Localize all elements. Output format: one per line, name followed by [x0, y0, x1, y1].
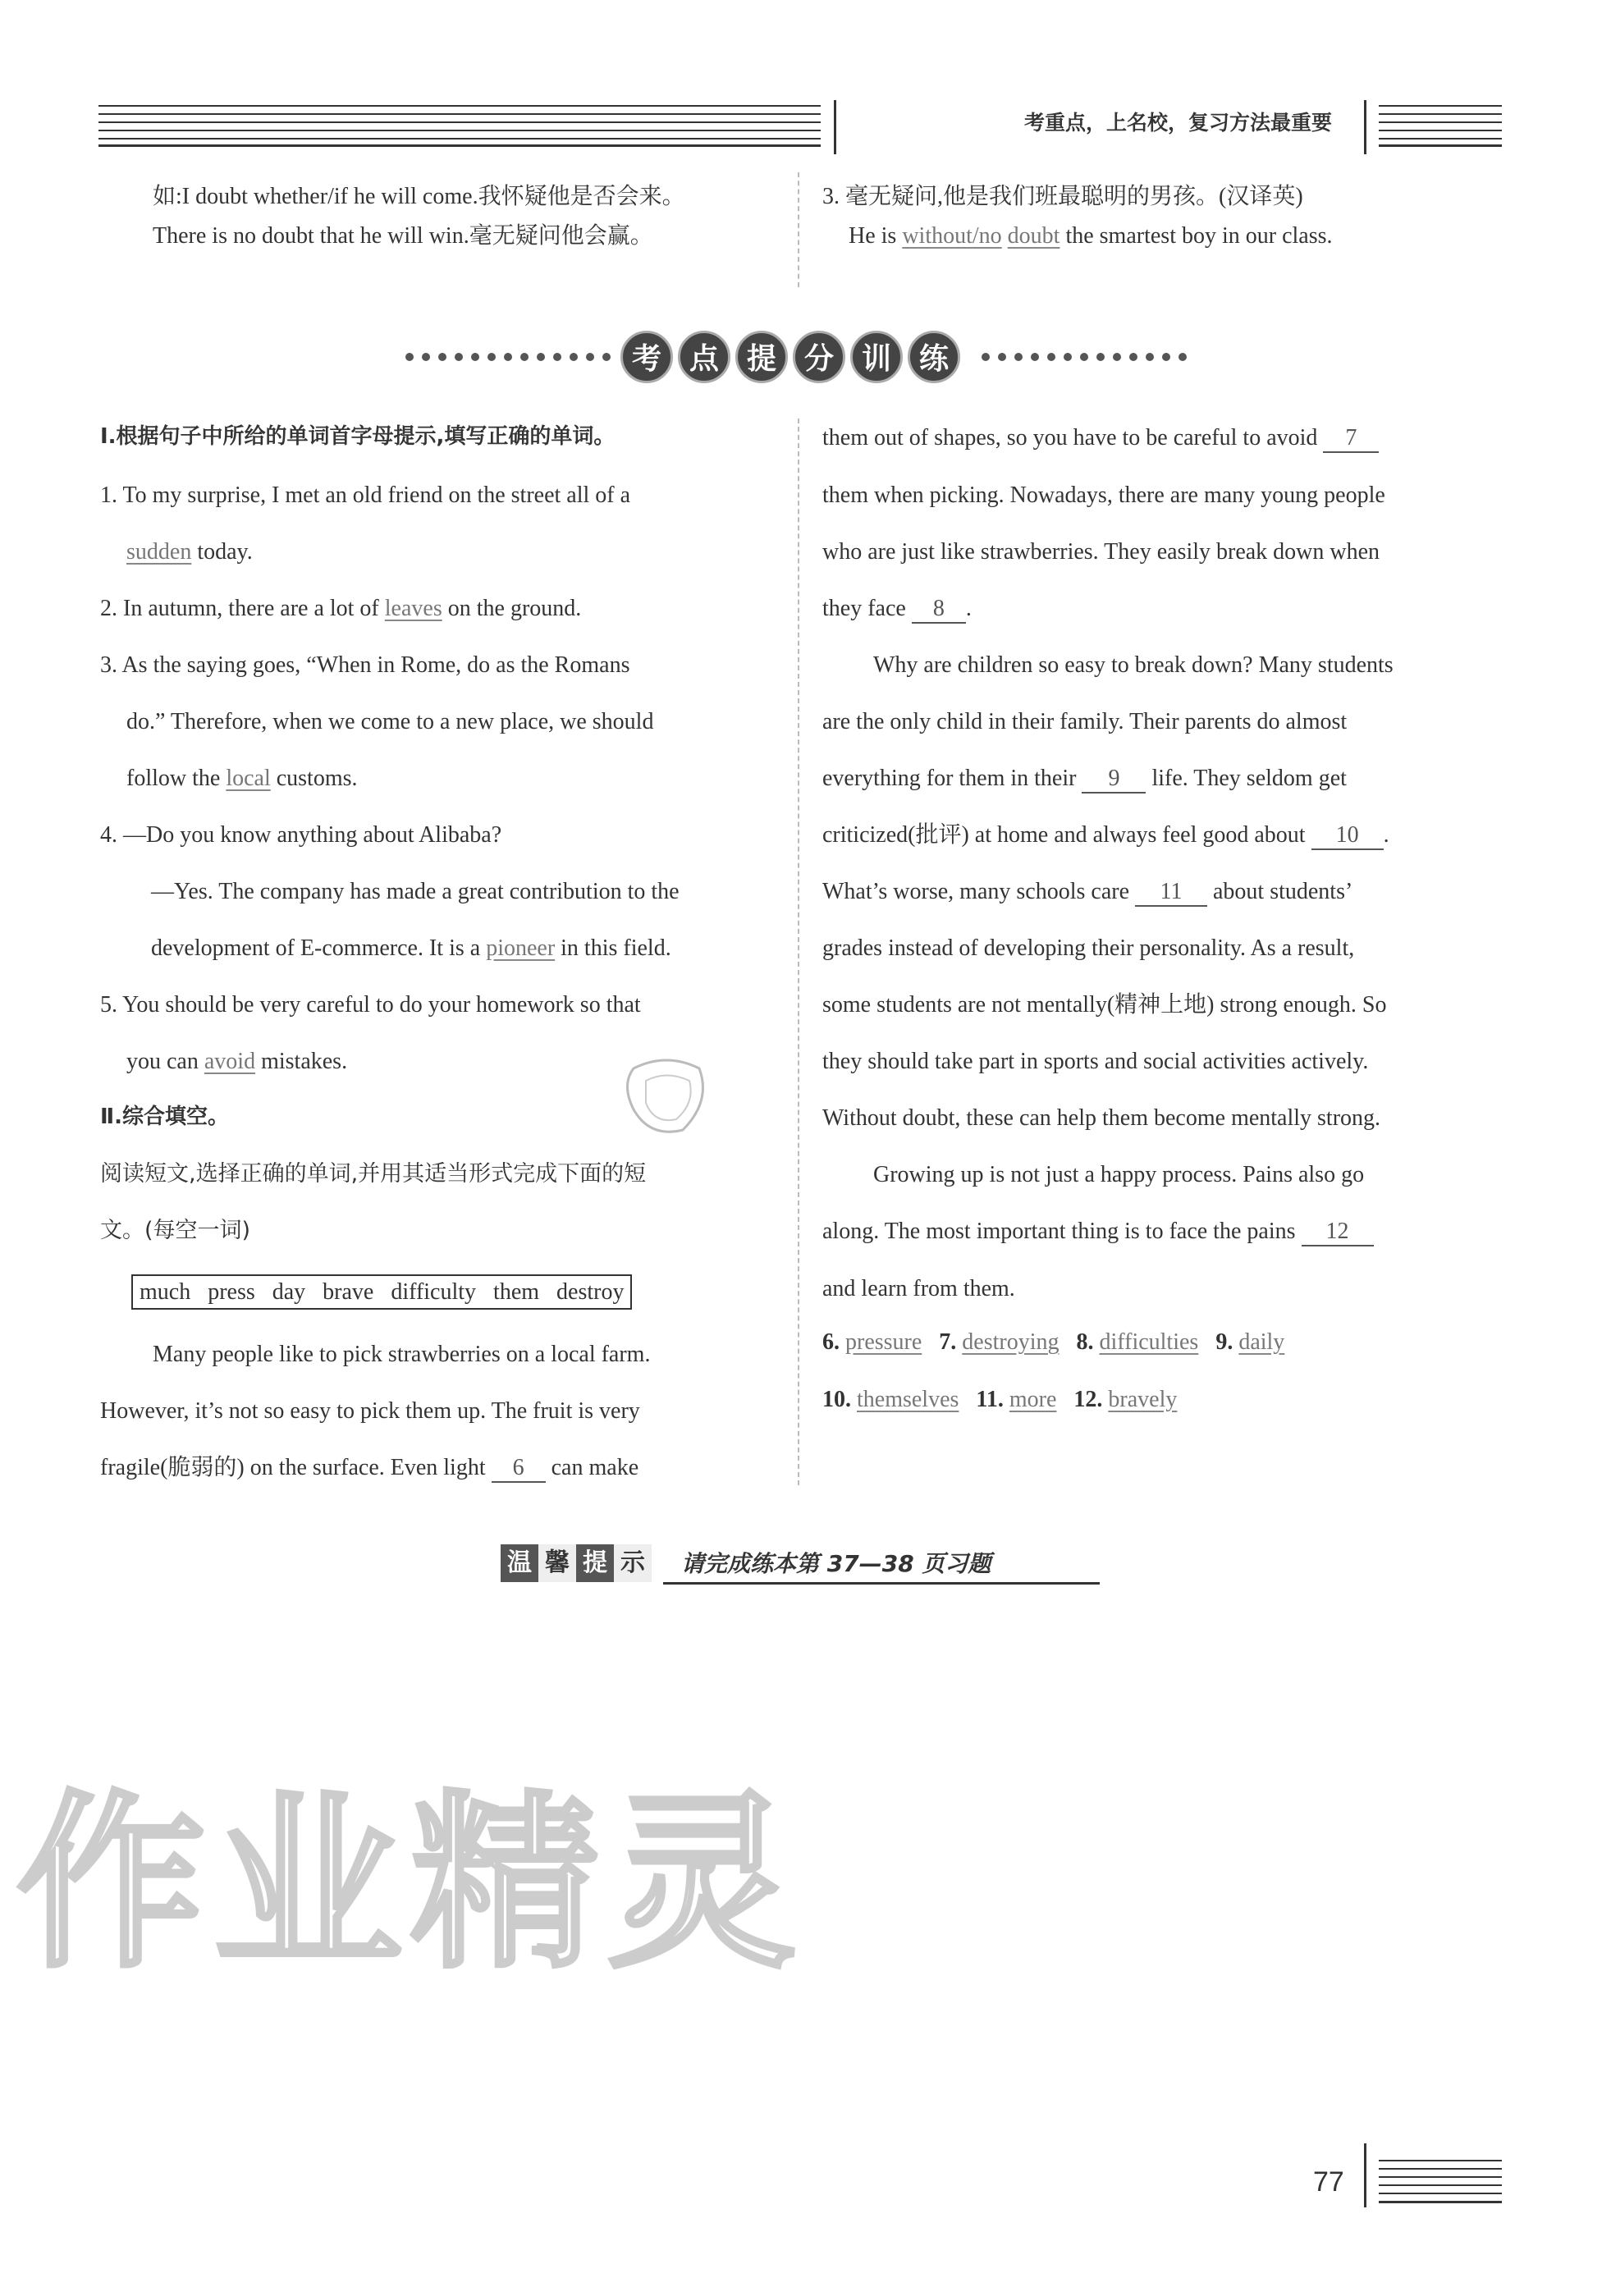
q3-line3: follow the local customs.: [126, 766, 358, 791]
passage-r4: they face 8 .: [822, 594, 972, 624]
tip-bar: [501, 1544, 991, 1582]
banner-char-5: 训: [850, 331, 903, 383]
answer-10: themselves: [857, 1387, 959, 1412]
passage-r9: What’s worse, many schools care 11 about students’: [822, 877, 1352, 907]
passage-r16: and learn from them.: [822, 1276, 1015, 1301]
blank-10: 10: [1311, 823, 1384, 850]
passage-r7: everything for them in their 9 life. They seldom get: [822, 764, 1347, 794]
question-3-prompt: 3. 毫无疑问,他是我们班最聪明的男孩。(汉译英): [822, 184, 1303, 209]
word-bank: [131, 1274, 632, 1310]
q3-line1: 3. As the saying goes, “When in Rome, do as the Romans: [100, 652, 630, 678]
tip-char-4: 示: [614, 1544, 652, 1582]
banner-char-3: 提: [735, 331, 788, 383]
word-bank-box: much press day brave difficulty them destroy: [131, 1274, 632, 1310]
answer-12: bravely: [1108, 1387, 1178, 1412]
tip-text: 请完成练本第 37—38 页习题: [681, 1550, 991, 1577]
q4-line1: 4. —Do you know anything about Alibaba?: [100, 822, 502, 848]
header-slogan: 考重点，上名校，复习方法最重要: [1024, 111, 1333, 135]
answer-7: destroying: [962, 1329, 1060, 1355]
blank-6: 6: [492, 1456, 546, 1483]
blank-12: 12: [1302, 1219, 1374, 1246]
column-divider: [798, 418, 799, 1485]
example-line-1: 如:I doubt whether/if he will come.我怀疑他是否会来。: [153, 184, 685, 209]
q1-answer: sudden: [126, 539, 192, 565]
answer-without-no: without/no: [902, 223, 1002, 249]
blank-7: 7: [1323, 426, 1379, 453]
passage-line-2: However, it’s not so easy to pick them up. The fruit is very: [100, 1398, 640, 1424]
passage-r6: are the only child in their family. Their parents do almost: [822, 709, 1348, 734]
footer-divider: [1364, 2143, 1366, 2207]
watermark: 作业精灵: [16, 1775, 805, 1994]
q4-line3: development of E-commerce. It is a pioneer in this field.: [151, 935, 671, 961]
page-number: 77: [1313, 2166, 1344, 2198]
top-divider: [798, 172, 799, 287]
q5-answer: avoid: [204, 1049, 256, 1074]
passage-r15: along. The most important thing is to face the pains 12: [822, 1217, 1374, 1246]
q1-line1: 1. To my surprise, I met an old friend on the street all of a: [100, 483, 631, 508]
passage-line-3: fragile(脆弱的) on the surface. Even light 6 can make: [100, 1453, 638, 1483]
banner-char-4: 分: [793, 331, 845, 383]
stamp-icon: [617, 1052, 716, 1142]
passage-r1: them out of shapes, so you have to be careful to avoid 7: [822, 423, 1379, 453]
tip-char-1: 温: [501, 1544, 538, 1582]
passage-r11: some students are not mentally(精神上地) strong enough. So: [822, 992, 1387, 1018]
passage-r8: criticized(批评) at home and always feel good about 10 .: [822, 821, 1389, 850]
q5-line1: 5. You should be very careful to do your homework so that: [100, 992, 641, 1018]
question-3-answer: He is without/no doubt the smartest boy in our class.: [849, 223, 1333, 249]
banner-char-2: 点: [678, 331, 730, 383]
answer-6: pressure: [845, 1329, 922, 1355]
part2-instruction-1: 阅读短文,选择正确的单词,并用其适当形式完成下面的短: [100, 1161, 647, 1187]
q3-line2: do.” Therefore, when we come to a new place, we should: [126, 709, 654, 734]
tip-char-3: 提: [576, 1544, 614, 1582]
passage-r3: who are just like strawberries. They easily break down when: [822, 539, 1380, 565]
q5-line2: you can avoid mistakes.: [126, 1049, 348, 1074]
passage-r5: Why are children so easy to break down? Many students: [873, 652, 1394, 678]
banner-char-6: 练: [908, 331, 960, 383]
banner-char-1: 考: [620, 331, 673, 383]
q2-answer: leaves: [384, 596, 442, 621]
part1-heading: Ⅰ.根据句子中所给的单词首字母提示,填写正确的单词。: [100, 424, 616, 449]
passage-r10: grades instead of developing their personality. As a result,: [822, 935, 1355, 961]
q3-answer: local: [226, 766, 271, 791]
answer-8: difficulties: [1099, 1329, 1199, 1355]
q4-answer: pioneer: [486, 935, 556, 961]
answer-doubt: doubt: [1007, 223, 1060, 249]
passage-r13: Without doubt, these can help them become mentally strong.: [822, 1105, 1381, 1131]
q2-line: 2. In autumn, there are a lot of leaves on the ground.: [100, 596, 582, 621]
answer-key-row-2: 10. themselves 11. more 12. bravely: [822, 1387, 1178, 1412]
part2-heading: Ⅱ.综合填空。: [100, 1105, 230, 1129]
q4-line2: —Yes. The company has made a great contribution to the: [151, 879, 680, 904]
answer-9: daily: [1238, 1329, 1285, 1355]
blank-11: 11: [1135, 880, 1207, 907]
passage-r2: them when picking. Nowadays, there are many young people: [822, 483, 1385, 508]
part2-instruction-2: 文。(每空一词): [100, 1218, 251, 1243]
passage-r14: Growing up is not just a happy process. Pains also go: [873, 1162, 1365, 1187]
blank-9: 9: [1082, 766, 1146, 794]
tip-char-2: 馨: [538, 1544, 576, 1582]
tip-underline: [663, 1582, 1100, 1585]
q1-line2: sudden today.: [126, 539, 253, 565]
passage-line-1: Many people like to pick strawberries on a local farm.: [153, 1342, 651, 1367]
blank-8: 8: [912, 597, 966, 624]
answer-key-row-1: 6. pressure 7. destroying 8. difficulties 9. daily: [822, 1329, 1285, 1355]
example-line-2: There is no doubt that he will win.毫无疑问他会赢。: [153, 223, 653, 249]
answer-11: more: [1009, 1387, 1057, 1412]
passage-r12: they should take part in sports and social activities actively.: [822, 1049, 1369, 1074]
